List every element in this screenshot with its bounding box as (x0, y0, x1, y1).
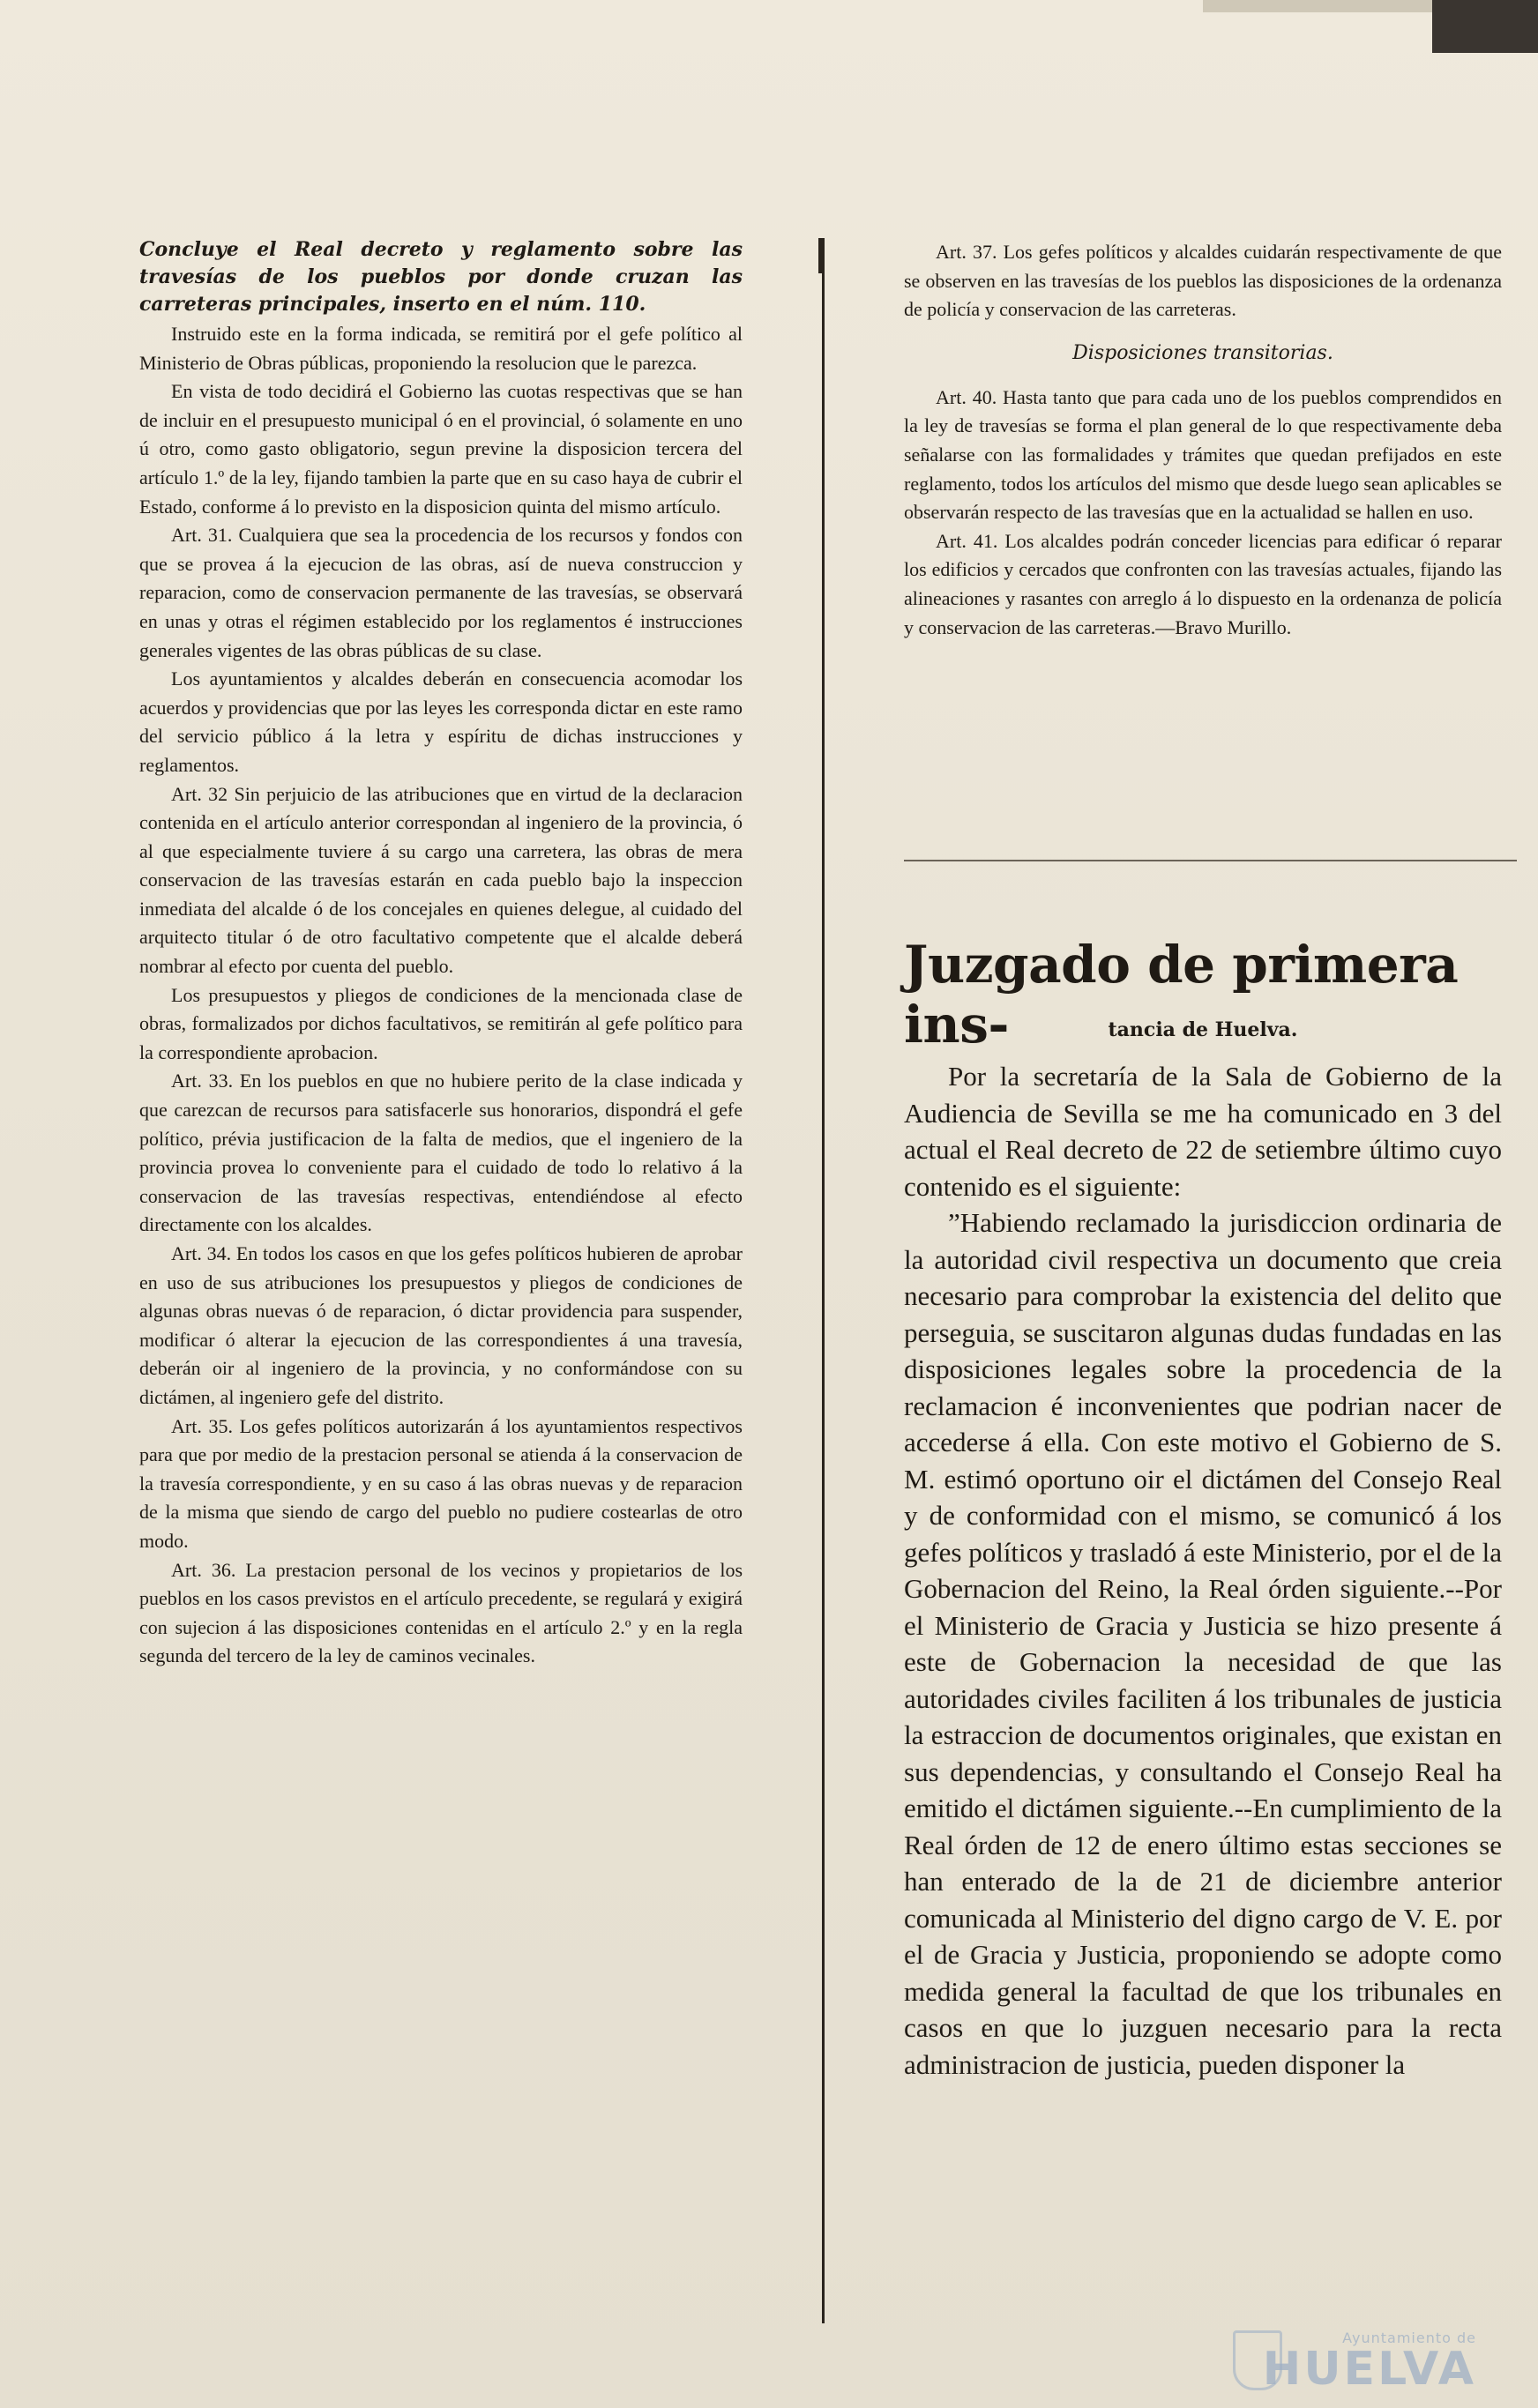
paragraph-art-36: Art. 36. La prestacion personal de los vecinos y propietarios de los pueblos en los casos previstos en el artículo precedente, se regulará y exigirá con sujecion á las disposiciones contenidas en el artículo 2.º y en la regla segunda del tercero de la ley de caminos vecinales. (139, 1558, 743, 1667)
column-divider (822, 238, 825, 2323)
court-notice-body (904, 1058, 1502, 2083)
transitory-body (904, 384, 1502, 642)
left-column (139, 236, 743, 1671)
right-column (904, 238, 1502, 642)
watermark-main: HUELVA (1262, 2343, 1476, 2396)
left-body (139, 320, 743, 1671)
paragraph-art-40: Art. 40. Hasta tanto que para cada uno de los pueblos comprendidos en la ley de travesías se forma el plan general de lo que respectivamente deba señalarse con las formalidades y trámites que quedan prefijados en este reglamento, todos los artículos del mismo que desde luego sean aplicables se observarán respecto de las travesías que en la actualidad se hallen en uso. (904, 385, 1502, 524)
paragraph-art-35: Art. 35. Los gefes políticos autorizarán á los ayuntamientos respectivos para que por medio de la prestacion personal se atienda á la conservacion de la travesía correspondiente, y en su caso á las obras nuevas y de reparacion de la misma que siendo de cargo del pueblo no pudiere costearlas de otro modo. (139, 1414, 743, 1552)
paragraph-art-37: Art. 37. Los gefes políticos y alcaldes cuidarán respectivamente de que se observen en las travesías de los pueblos las disposiciones de la ordenanza de policía y conservacion de las carreteras. (904, 241, 1502, 321)
paragraph-quote: ”Habiendo reclamado la jurisdiccion ordinaria de la autoridad civil respectiva un documento que creia necesario para comprobar la existencia del delito que perseguia, se suscitaron algunas dudas fundadas en las disposiciones legales sobre la procedencia de la reclamacion é inconvenientes que podrian nacer de accederse á ella. Con este motivo el Gobierno de S. M. estimó oportuno oir el dictámen del Consejo Real y de conformidad con el mismo, se comunicó á los gefes políticos y trasladó á este Ministerio, por el de la Gobernacion del Reino, la Real órden siguiente.--Por el Ministerio de Gracia y Justicia se hizo presente á este de Gobernacion la necesidad de que las autoridades civiles faciliten á los tribunales de justicia la estraccion de documentos originales, que existan en sus dependencias, y consultando el Consejo Real ha emitido el dictámen siguiente.--En cumplimiento de la Real órden de 12 de enero último estas secciones se han enterado de la de 21 de diciembre anterior comunicada al Ministerio del digno cargo de V. E. por el de Gracia y Justicia, proponiendo se adopte como medida general la facultad de que los tribunales en casos en que lo juzguen necesario para la recta administracion de justicia, pueden disponer la (904, 1207, 1502, 2080)
paragraph-art-31: Art. 31. Cualquiera que sea la procedencia de los recursos y fondos con que se provea á la ejecucion de las obras, así de nueva construccion y reparacion, como de conservacion permanente de las travesías, se observará en unas y otras el régimen establecido por los reglamentos é instrucciones generales vigentes de las obras públicas de su clase. (139, 524, 743, 661)
watermark-top: Ayuntamiento de (1342, 2330, 1476, 2346)
paragraph: En vista de todo decidirá el Gobierno las cuotas respectivas que se han de incluir en el presupuesto municipal ó en el provincial, ó solamente en uno ú otro, como gasto obligatorio, segun previne la disposicion tercera del artículo 1.º de la ley, fijando tambien la parte que en su caso haya de cubrir el Estado, conforme á lo previsto en la disposicion quinta del mismo artículo. (139, 380, 743, 518)
paragraph-art-41: Art. 41. Los alcaldes podrán conceder licencias para edificar ó reparar los edificios y cercados que confronten con las travesías actuales, fijando las alineaciones y rasantes con arreglo á lo dispuesto en la ordenanza de policía y conservacion de las carreteras.—Bravo Murillo. (904, 529, 1502, 638)
paragraph: Instruido este en la forma indicada, se remitirá por el gefe político al Ministerio de Obras públicas, proponiendo la resolucion que le parezca. (139, 323, 743, 374)
paragraph-art-33: Art. 33. En los pueblos en que no hubiere perito de la clase indicada y que carezcan de recursos para satisfacerle sus honorarios, dispondrá el gefe político, prévia justificacion de la falta de medios, que el ingeniero de la provincia provea lo conveniente para el cuidado de todo lo relativo á la conservacion de las travesías respectivas, entendiéndose al efecto directamente con los alcaldes. (139, 1070, 743, 1236)
section-subheading: tancia de Huelva. (1108, 1018, 1298, 1041)
paragraph-art-34: Art. 34. En todos los casos en que los gefes políticos hubieren de aprobar en uso de sus atribuciones los presupuestos y pliegos de condiciones de algunas obras nuevas ó de reparacion, ó dictar providencia para suspender, modificar ó alterar la ejecucion de las correspondientes á una travesía, deberán oir al ingeniero de la provincia, y no conformándose con su dictámen, al ingeniero gefe del distrito. (139, 1242, 743, 1408)
scan-edge-dark (1432, 0, 1538, 53)
watermark (1262, 2330, 1476, 2396)
paragraph: Los ayuntamientos y alcaldes deberán en consecuencia acomodar los acuerdos y providencias que por las leyes les corresponda dictar en este ramo del servicio público á la letra y espíritu de dichas instrucciones y reglamentos. (139, 667, 743, 776)
scan-edge-light (1203, 0, 1432, 12)
section-rule (904, 860, 1517, 888)
paragraph: Por la secretaría de la Sala de Gobierno de la Audiencia de Sevilla se me ha comunicado en 3 del actual el Real decreto de 22 de setiembre último cuyo contenido es el siguiente: (904, 1061, 1502, 1202)
paragraph: Los presupuestos y pliegos de condiciones de la mencionada clase de obras, formalizados por dichos facultativos, se remitirán al gefe político para la correspondiente aprobacion. (139, 983, 743, 1063)
headnote: Concluye el Real decreto y reglamento sobre las travesías de los pueblos por donde cruzan las carreteras principales, inserto en el núm. 110. (139, 238, 743, 316)
paragraph-art-32: Art. 32 Sin perjuicio de las atribuciones que en virtud de la declaracion contenida en el artículo anterior correspondan al ingeniero de la provincia, ó al que especialmente tuviere á su cargo una carretera, las obras de mera conservacion de las travesías estarán en cada pueblo bajo la inspeccion inmediata del alcalde ó de los concejales en quienes delegue, al cuidado del arquitecto titular ó de otro facultativo competente que el alcalde deberá nombrar al efecto por cuenta del pueblo. (139, 782, 743, 978)
section-heading: Juzgado de primera ins- (904, 935, 1459, 1055)
section-title: Disposiciones transitorias. (1072, 341, 1333, 364)
right-top-body (904, 238, 1502, 324)
